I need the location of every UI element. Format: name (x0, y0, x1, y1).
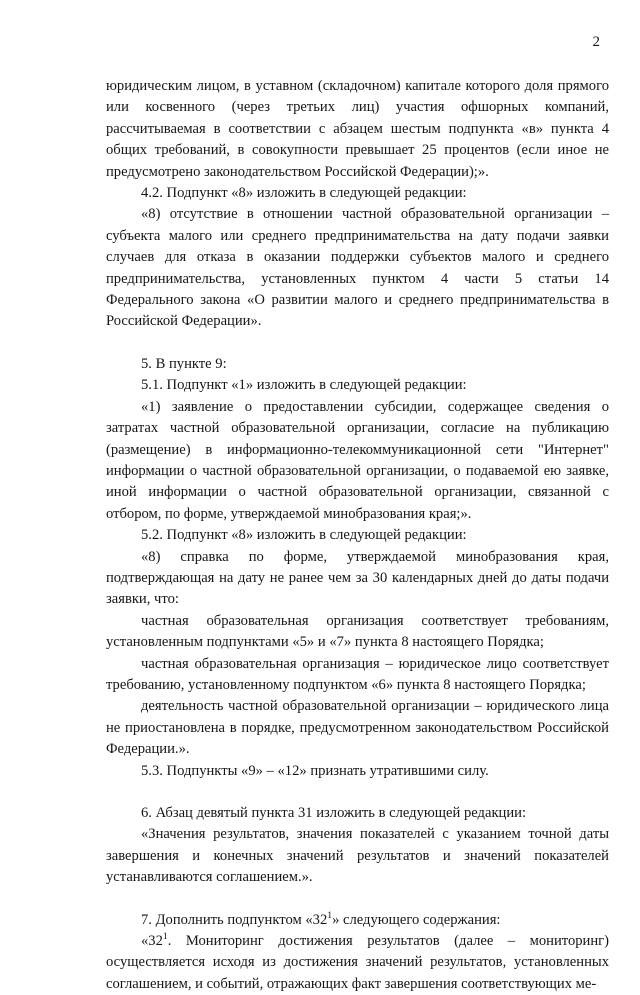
paragraph-32-1-text (106, 931, 609, 995)
paragraph-7-heading (106, 910, 609, 931)
paragraph-5-2-item-2: частная образовательная организация – юридическое лицо соответствует требованию, установленному подпунктом «6» пункта 8 настоящего Порядка; (106, 655, 609, 693)
superscript-1: 1 (327, 909, 333, 921)
paragraph-5-2-item-1: частная образовательная организация соответствует требованиям, установленным подпунктами «5» и «7» пункта 8 настоящего Порядка; (106, 612, 609, 651)
paragraph-5-2-text: «8) справка по форме, утверждаемой минобразования края, подтверждающая на дату не ранее чем за 30 календарных дней до даты подачи заявки, что: (106, 548, 609, 608)
paragraph-5-2-heading: 5.2. Подпункт «8» изложить в следующей редакции: (141, 527, 467, 544)
page-number: 2 (592, 34, 600, 50)
superscript-1: 1 (162, 931, 168, 943)
paragraph-4-2-text: «8) отсутствие в отношении частной образовательной организации – субъекта малого или среднего предпринимательства на дату подачи заявки случаев для отказа в оказании поддержки субъектов малого и среднего предпринимательства, установленных пунктом 4 части 5 статьи 14 Федерального закона «О развитии малого и среднего предпринимательства в Российской Федерации». (106, 206, 609, 330)
paragraph-6-heading: 6. Абзац девятый пункта 31 изложить в следующей редакции: (141, 805, 527, 821)
paragraph-4-2-heading: 4.2. Подпункт «8» изложить в следующей редакции: (141, 185, 467, 202)
paragraph-5-1-text: «1) заявление о предоставлении субсидии, содержащее сведения о затратах частной образовательной организации, согласие на публикацию (размещение) в информационно-телекоммуникационной сети "Интернет" информации о частной образовательной организации, о подаваемой ею заявке, иной информации о частной образовательной организации, связанной с отбором, по форме, утверждаемой минобразования края;». (106, 398, 609, 522)
paragraph-7-heading-post: » следующего содержания: (332, 911, 501, 928)
paragraph-7-heading-pre: 7. Дополнить подпунктом «32 (141, 911, 328, 928)
paragraph-5-3: 5.3. Подпункты «9» – «12» признать утратившими силу. (141, 762, 489, 779)
paragraph-32-1-post: . Мониторинг достижения результатов (далее – мониторинг) осуществляется исходя из достижения значений результатов, установленных соглашением, и событий, отражающих факт завершения соответствующих ме- (106, 933, 609, 992)
paragraph-5-1-heading: 5.1. Подпункт «1» изложить в следующей редакции: (141, 377, 467, 394)
paragraph-continuation: юридическим лицом, в уставном (складочном) капитале которого доля прямого или косвенного (через третьих лиц) участия офшорных компаний, рассчитываемая в соответствии с абзацем шестым подпункта «в» пункта 4 общих требований, в совокупности превышает 25 процентов (если иное не предусмотрено законодательством Российской Федерации);». (106, 78, 609, 180)
paragraph-5-heading: 5. В пункте 9: (141, 355, 227, 372)
document-body (106, 76, 609, 995)
paragraph-32-1-pre: «32 (141, 933, 163, 950)
paragraph-5-2-item-3: деятельность частной образовательной организации – юридического лица не приостановлена в порядке, предусмотренном законодательством Российской Федерации.». (106, 698, 609, 758)
paragraph-6-text: «Значения результатов, значения показателей с указанием точной даты завершения и конечных значений результатов и значений показателей устанавливаются соглашением.». (106, 826, 609, 886)
